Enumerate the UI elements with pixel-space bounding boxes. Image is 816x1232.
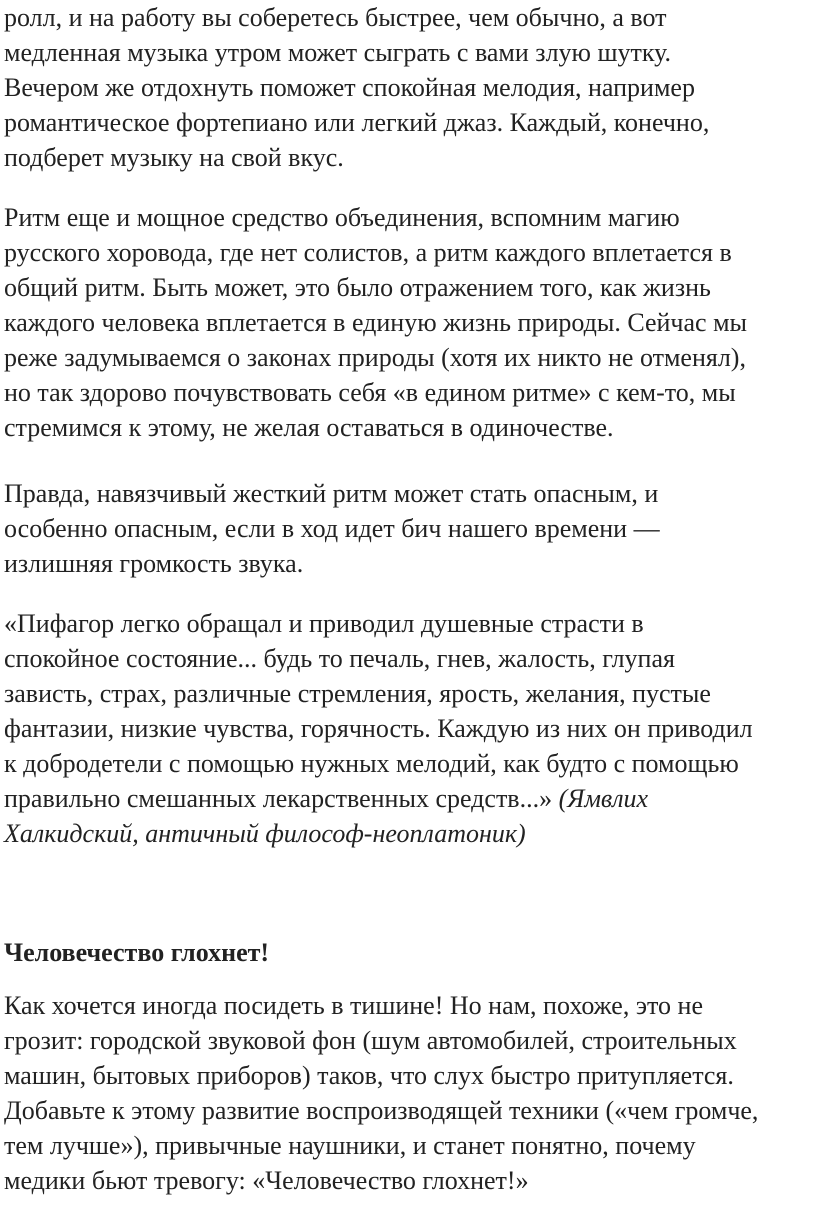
text-line: Правда, навязчивый жесткий ритм может стать опасным, и [4, 479, 659, 508]
text-line: излишняя громкость звука. [4, 549, 304, 578]
text-line [4, 781, 753, 816]
text-line: зависть, страх, различные стремления, ярость, желания, пустые [4, 679, 711, 708]
text-line: стремимся к этому, не желая оставаться в одиночестве. [4, 413, 614, 442]
paragraph-hearing-loss [4, 988, 758, 1198]
text-line: Добавьте к этому развитие воспроизводящей техники («чем громче, [4, 1096, 759, 1125]
quote-citation: (Ямвлих [558, 784, 649, 813]
paragraph-music-tempo [4, 0, 709, 175]
text-line: грозит: городской звуковой фон (шум автомобилей, строительных [4, 1026, 737, 1055]
paragraph-rhythm-unity [4, 200, 747, 445]
text-line: «Пифагор легко обращал и приводил душевные страсти в [4, 609, 644, 638]
text-line: реже задумываемся о законах природы (хотя их никто не отменял), [4, 343, 746, 372]
text-line: романтическое фортепиано или легкий джаз. Каждый, конечно, [4, 108, 710, 137]
text-line: медики бьют тревогу: «Человечество глохнет!» [4, 1166, 529, 1195]
text-line: каждого человека вплетается в единую жизнь природы. Сейчас мы [4, 308, 748, 337]
text-line: Как хочется иногда посидеть в тишине! Но нам, похоже, это не [4, 991, 703, 1020]
text-line: фантазии, низкие чувства, горячность. Каждую из них он приводил [4, 714, 753, 743]
text-line: особенно опасным, если в ход идет бич нашего времени — [4, 514, 660, 543]
section-heading: Человечество глохнет! [4, 938, 270, 967]
quote-closing-text: правильно смешанных лекарственных средств...» [4, 784, 553, 813]
paragraph-rhythm-danger [4, 476, 660, 581]
text-line: подберет музыку на свой вкус. [4, 143, 344, 172]
text-line: тем лучше»), привычные наушники, и станет понятно, почему [4, 1131, 696, 1160]
text-line: медленная музыка утром может сыграть с вами злую шутку. [4, 38, 672, 67]
text-line: общий ритм. Быть может, это было отражением того, как жизнь [4, 273, 711, 302]
quote-citation-continued: Халкидский, античный философ-неоплатоник) [4, 819, 526, 848]
text-line: но так здорово почувствовать себя «в едином ритме» с кем-то, мы [4, 378, 736, 407]
paragraph-pythagoras-quote [4, 606, 753, 851]
text-line: Вечером же отдохнуть поможет спокойная мелодия, например [4, 73, 695, 102]
text-line: машин, бытовых приборов) таков, что слух быстро притупляется. [4, 1061, 734, 1090]
text-line: Ритм еще и мощное средство объединения, вспомним магию [4, 203, 680, 232]
text-line: к добродетели с помощью нужных мелодий, как будто с помощью [4, 749, 739, 778]
text-line: русского хоровода, где нет солистов, а ритм каждого вплетается в [4, 238, 732, 267]
text-line: ролл, и на работу вы соберетесь быстрее, чем обычно, а вот [4, 3, 667, 32]
text-line: спокойное состояние... будь то печаль, гнев, жалость, глупая [4, 644, 675, 673]
